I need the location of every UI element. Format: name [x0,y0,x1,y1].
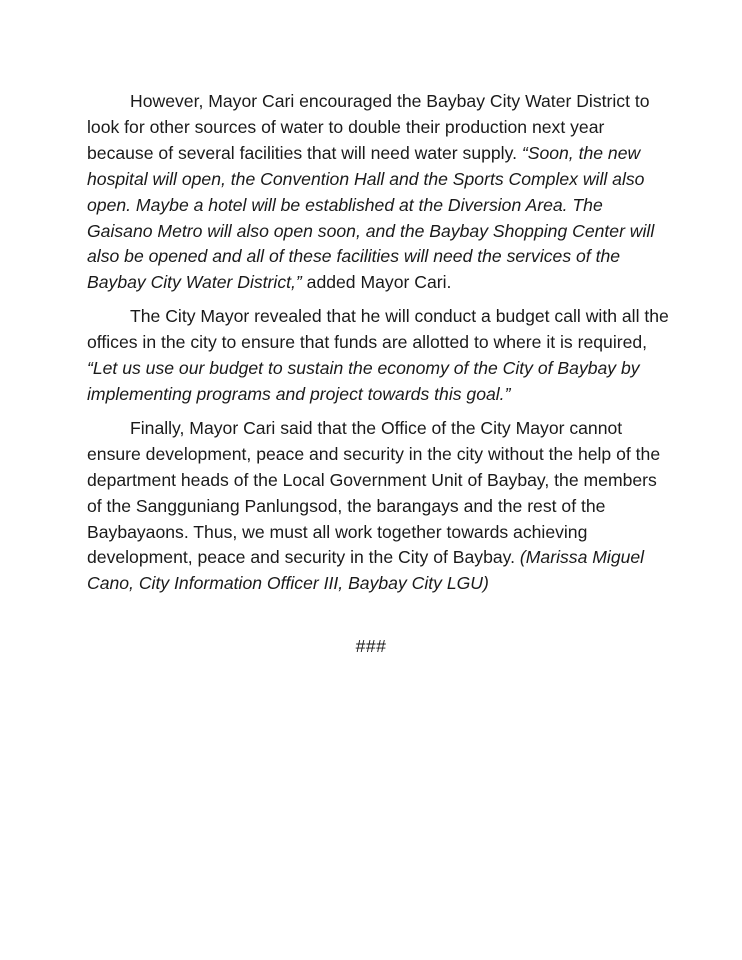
article-body [87,89,672,605]
paragraph-text: The City Mayor revealed that he will conduct a budget call with all the offices in the city to ensure that funds are allotted to where it is required, [87,306,669,353]
paragraph-text: However, Mayor Cari encouraged the Baybay City Water District to look for other sources of water to double their production next year because of several facilities that will need water supply. [87,91,650,163]
paragraph-text: added Mayor Cari. [301,272,452,293]
paragraph-text: Finally, Mayor Cari said that the Office of the City Mayor cannot ensure development, peace and security in the city without the help of the department heads of the Local Government Unit of Baybay, the members of the Sangguniang Panlungsod, the barangays and the rest of the Baybayaons. Thus, we must all work together towards achieving development, peace and security in the City of Baybay. [87,417,661,568]
paragraph-closing [87,416,672,597]
mayor-quote: “Let us use our budget to sustain the economy of the City of Baybay by implementing programs and project towards this goal.” [87,358,640,404]
end-mark: ### [355,636,387,656]
paragraph-water-district [87,89,672,296]
paragraph-budget-call [87,304,672,408]
byline: (Marissa Miguel Cano, City Information Officer III, Baybay City LGU) [87,547,645,594]
mayor-quote: “Soon, the new hospital will open, the Convention Hall and the Sports Complex will also open. Maybe a hotel will be established at the Diversion Area. The Gaisano Metro will also open soon, and the Baybay Shopping Center will also be opened and all of these facilities will need the services of the Baybay City Water District,” [87,142,655,293]
